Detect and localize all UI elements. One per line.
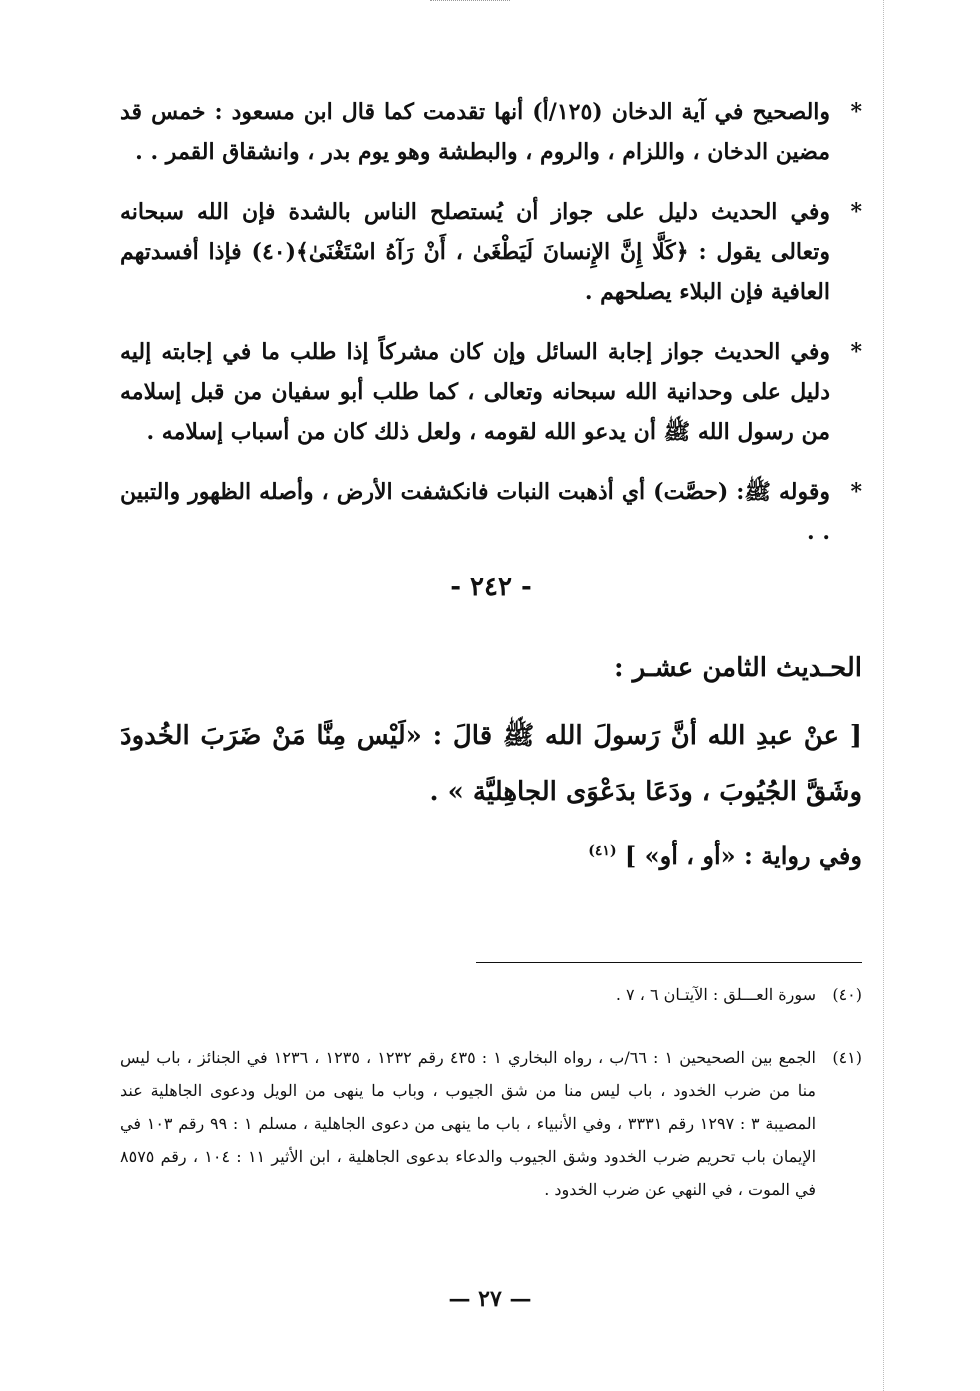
footnote-reference: (٤١)	[588, 843, 617, 859]
footnote	[120, 978, 862, 1011]
asterisk-bullet: *	[850, 199, 862, 225]
asterisk-bullet: *	[850, 339, 862, 365]
footnote-number: (٤٠)	[832, 985, 862, 1004]
commentary-paragraph	[120, 472, 862, 552]
main-content	[120, 92, 862, 881]
footnotes	[120, 978, 862, 1236]
footnote-divider	[476, 962, 862, 963]
asterisk-bullet: *	[850, 99, 862, 125]
page-number: — ٢٧ —	[448, 1286, 532, 1312]
footnote-text: الجمع بين الصحيحين ١ : ٦٦/ب ، رواه البخاري ١ : ٤٣٥ رقم ١٢٣٢ ، ١٢٣٥ ، ١٢٣٦ في الجنائز ، باب ليس منا من ضرب الخدود ، باب ليس منا من شق الجيوب ، وباب ما ينهى من الويل ودعوى الجاهلية عند المصيبة ٣ : ١٢٩٧ رقم ٣٣٣١ ، وفي الأنبياء ، باب ما ينهى من دعوى الجاهلية ، مسلم ١ : ٩٩ رقم ١٠٣ في الإيمان باب تحريم ضرب الخدود وشق الجيوب والدعاء بدعوى الجاهلية ، ابن الأثير ١١ : ١٠٤ ، رقم ٨٥٧٥ في الموت ، في النهي عن ضرب الخدود .	[120, 1048, 817, 1199]
footnote	[120, 1041, 862, 1206]
hadith-title: الحـديث الثامن عشـر :	[613, 653, 862, 683]
riwaya-text: وفي رواية : «أو ، أو» ]	[624, 841, 862, 870]
footnote-number: (٤١)	[832, 1048, 862, 1067]
hadith-text: [ عنْ عبدِ الله أنَّ رَسولَ الله ﷺ قالَ : «لَيْس مِنَّا مَنْ ضَرَبَ الخُدودَ وشَقَّ الجُيُوبَ ، ودَعَا بدَعْوَى الجاهِليَّة » .	[120, 721, 862, 807]
commentary-paragraph	[120, 92, 862, 172]
paragraph-text: وقوله ﷺ: (حصَّت) أي أذهبت النبات فانكشفت الأرض ، وأصله الظهور والتبين . .	[120, 479, 830, 545]
hadith-riwaya	[120, 826, 862, 881]
asterisk-bullet: *	[850, 479, 862, 505]
margin-guide-line	[883, 0, 884, 1391]
footnote-text: سورة العـــلق : الآيتـان ٦ ، ٧ .	[615, 985, 816, 1004]
section-number: - ٢٤٢ -	[450, 572, 532, 602]
commentary-paragraph	[120, 332, 862, 452]
commentary-paragraph	[120, 192, 862, 312]
paragraph-text: والصحيح في آية الدخان (١٢٥/أ) أنها تقدمت كما قال ابن مسعود : خمس قد مضين الدخان ، واللزام ، والروم ، والبطشة وهو يوم بدر ، وانشقاق القمر . .	[120, 99, 831, 165]
paragraph-text: وفي الحديث جواز إجابة السائل وإن كان مشركاً إذا طلب ما في إجابته إليه دليل على وحدانية الله سبحانه وتعالى ، كما طلب أبو سفيان من قبل إسلامه من رسول الله ﷺ أن يدعو الله لقومه ، ولعل ذلك كان من أسباب إسلامه .	[120, 339, 830, 445]
top-margin-mark	[430, 0, 510, 5]
paragraph-text: وفي الحديث دليل على جواز أن يُستصلح الناس بالشدة فإن الله سبحانه وتعالى يقول : ﴿كَلَّا إِنَّ الإِنسانَ لَيَطْغَىٰ ، أَنْ رَآهُ اسْتَغْنَىٰ﴾(٤٠) فإذا أفسدتهم العافية فإن البلاء يصلحهم .	[120, 199, 830, 305]
